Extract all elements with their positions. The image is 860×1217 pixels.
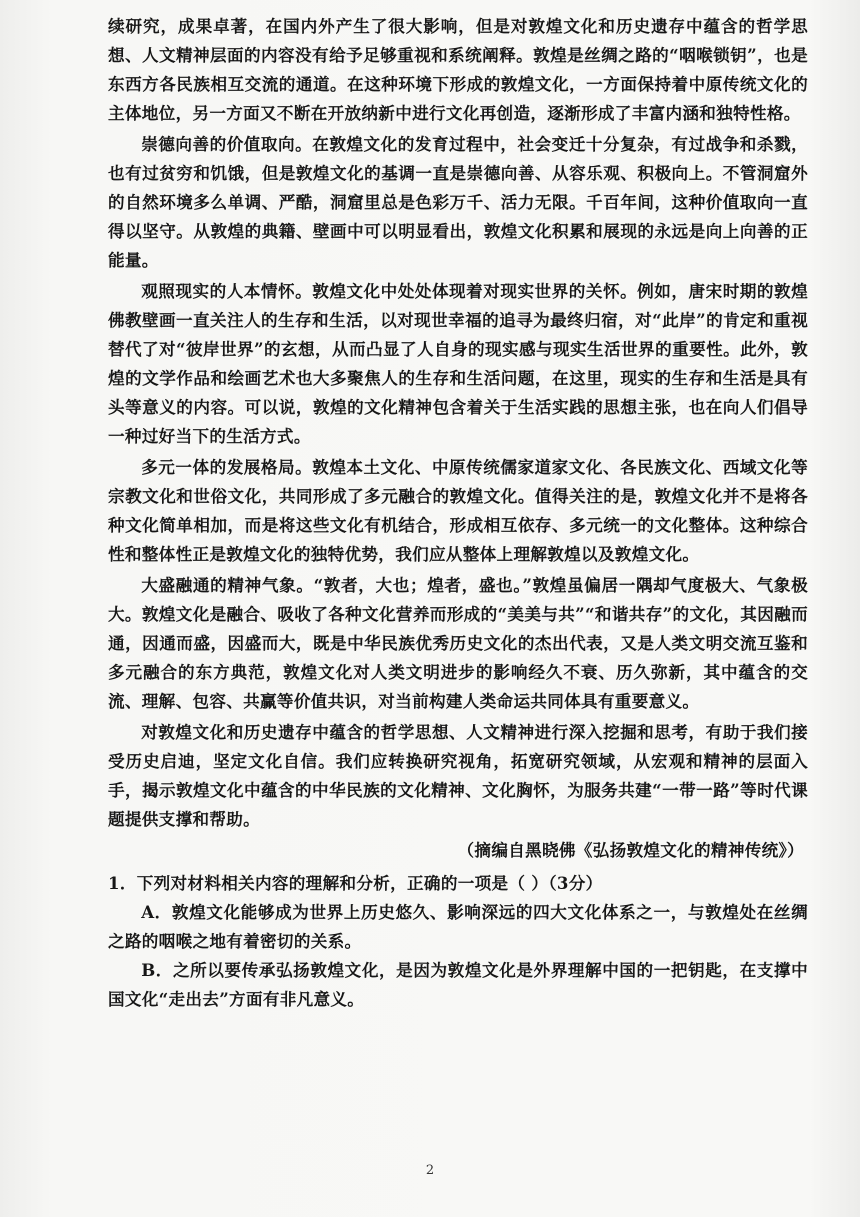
question-stem: 1．下列对材料相关内容的理解和分析，正确的一项是（ ）（3分） xyxy=(108,873,603,893)
option-b: B．之所以要传承弘扬敦煌文化，是因为敦煌文化是外界理解中国的一把钥匙，在支撑中国文化“走出去”方面有非凡意义。 xyxy=(108,960,808,1009)
paragraph-spirit: 大盛融通的精神气象。“敦者，大也；煌者，盛也。”敦煌虽偏居一隅却气度极大、气象极大。敦煌文化是融合、吸收了各种文化营养而形成的“美美与共”“和谐共存”的文化，其因融而通，因通而盛，因盛而大，既是中华民族优秀历史文化的杰出代表，又是人类文明交流互鉴和多元融合的东方典范，敦煌文化对人类文明进步的影响经久不衰、历久弥新，其中蕴含的交流、理解、包容、共赢等价值共识，对当前构建人类命运共同体具有重要意义。 xyxy=(108,575,808,711)
paragraph-conclusion: 对敦煌文化和历史遗存中蕴含的哲学思想、人文精神进行深入挖掘和思考，有助于我们接受历史启迪，坚定文化自信。我们应转换研究视角，拓宽研究领域，从宏观和精神的层面入手，揭示敦煌文化中蕴含的中华民族的文化精神、文化胸怀，为服务共建“一带一路”等时代课题提供支撑和帮助。 xyxy=(108,722,808,829)
paragraph-humanism: 观照现实的人本情怀。敦煌文化中处处体现着对现实世界的关怀。例如，唐宋时期的敦煌佛教壁画一直关注人的生存和生活，以对现世幸福的追寻为最终归宿，对“此岸”的肯定和重视替代了对“彼岸世界”的玄想，从而凸显了人自身的现实感与现实生活世界的重要性。此外，敦煌的文学作品和绘画艺术也大多聚焦人的生存和生活问题，在这里，现实的生存和生活是具有头等意义的内容。可以说，敦煌的文化精神包含着关于生活实践的思想主张，也在向人们倡导一种过好当下的生活方式。 xyxy=(108,281,808,446)
paragraph-value-orientation: 崇德向善的价值取向。在敦煌文化的发育过程中，社会变迁十分复杂，有过战争和杀戮，也有过贫穷和饥饿，但是敦煌文化的基调一直是崇德向善、从容乐观、积极向上。不管洞窟外的自然环境多么单调、严酷，洞窟里总是色彩万千、活力无限。千百年间，这种价值取向一直得以坚守。从敦煌的典籍、壁画中可以明显看出，敦煌文化积累和展现的永远是向上向善的正能量。 xyxy=(108,134,808,270)
page-number: 2 xyxy=(425,1163,435,1178)
source-citation: （摘编自黑晓佛《弘扬敦煌文化的精神传统》） xyxy=(457,840,804,860)
paragraph-continuation: 续研究，成果卓著，在国内外产生了很大影响，但是对敦煌文化和历史遗存中蕴含的哲学思想、人文精神层面的内容没有给予足够重视和系统阐释。敦煌是丝绸之路的“咽喉锁钥”，也是东西方各民族相互交流的通道。在这种环境下形成的敦煌文化，一方面保持着中原传统文化的主体地位，另一方面又不断在开放纳新中进行文化再创造，逐渐形成了丰富内涵和独特性格。 xyxy=(108,16,808,123)
option-a: A．敦煌文化能够成为世界上历史悠久、影响深远的四大文化体系之一，与敦煌处在丝绸之路的咽喉之地有着密切的关系。 xyxy=(108,902,808,951)
paragraph-pluralism: 多元一体的发展格局。敦煌本土文化、中原传统儒家道家文化、各民族文化、西域文化等宗教文化和世俗文化，共同形成了多元融合的敦煌文化。值得关注的是，敦煌文化并不是将各种文化简单相加，而是将这些文化有机结合，形成相互依存、多元统一的文化整体。这种综合性和整体性正是敦煌文化的独特优势，我们应从整体上理解敦煌以及敦煌文化。 xyxy=(108,457,808,564)
article-body xyxy=(108,12,808,1014)
